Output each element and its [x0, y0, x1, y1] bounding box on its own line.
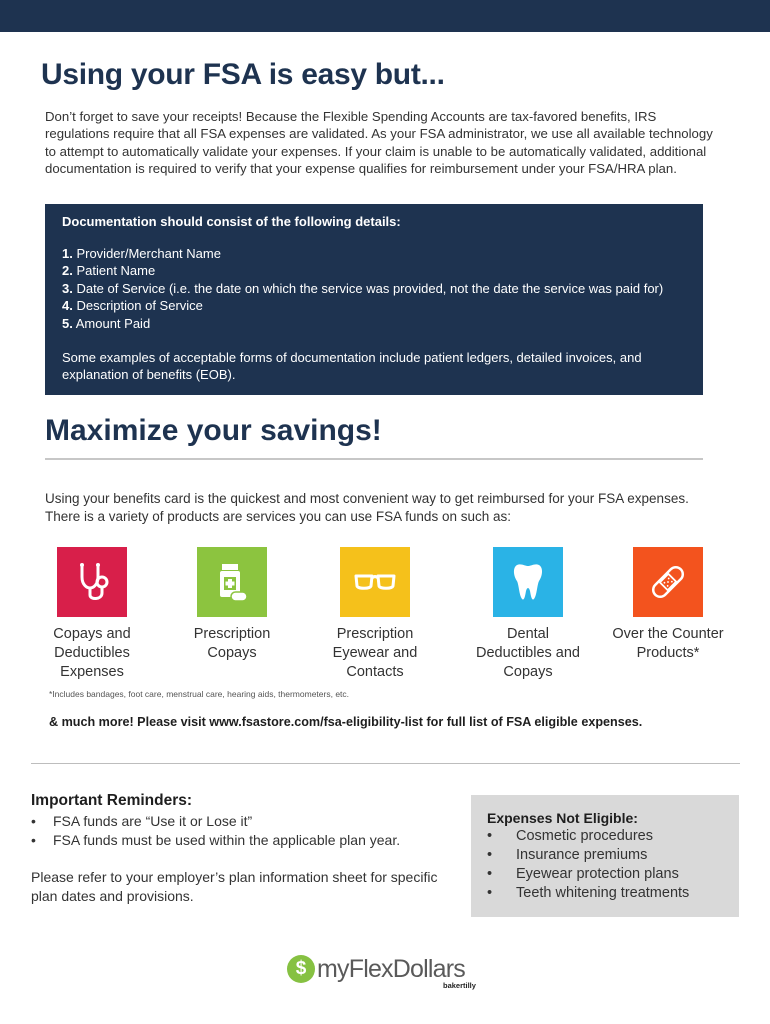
divider [45, 458, 703, 460]
not-eligible-list [487, 827, 723, 903]
list-item [487, 884, 723, 903]
item-text: Date of Service (i.e. the date on which the service was provided, not the date the service was paid for) [72, 280, 664, 296]
list-item [62, 245, 686, 262]
item-number: 1. [62, 246, 73, 261]
item-number: 4. [62, 298, 73, 314]
item-text: Eyewear protection plans [516, 866, 679, 882]
myflexdollars-logo [287, 952, 476, 1000]
savings-paragraph: Using your benefits card is the quickest and most convenient way to get reimbursed for your FSA expenses. There is a variety of products are services you can use FSA funds on such as: [45, 491, 689, 524]
bullet: • [487, 828, 493, 844]
list-item [62, 315, 686, 332]
list-item [487, 865, 723, 884]
intro-paragraph: Don’t forget to save your receipts! Because the Flexible Spending Accounts are tax-favored benefits, IRS regulations require that all FSA expenses are validated. As your FSA administrator, we use all available technology to attempt to automatically validate your expenses. If your claim is unable to be automatically validated, additional documentation is required to verify that your expense qualifies for reimbursement under your FSA/HRA plan. [45, 109, 713, 177]
savings-title: Maximize your savings! [45, 414, 382, 447]
item-number: 5. [62, 315, 73, 331]
dollar-icon: $ [287, 955, 315, 983]
documentation-box [45, 204, 703, 395]
category-otc [608, 547, 728, 663]
item-text: Insurance premiums [516, 847, 648, 863]
category-copays [32, 547, 152, 682]
logo-wordmark: myFlexDollars [317, 955, 465, 983]
list-item [62, 262, 686, 279]
category-dental [468, 547, 588, 682]
item-text: FSA funds are “Use it or Lose it” [53, 813, 253, 829]
category-label: Dental Deductibles and Copays [476, 626, 580, 680]
category-label: Prescription Copays [193, 626, 271, 661]
not-eligible-box [471, 795, 739, 917]
category-label: Copays and Deductibles Expenses [53, 626, 131, 680]
bullet: • [31, 813, 36, 829]
item-text: Teeth whitening treatments [516, 885, 690, 901]
list-item [62, 297, 686, 314]
reminders-list [31, 812, 400, 850]
pill-bottle-icon [197, 547, 267, 617]
category-label: Over the Counter Products* [612, 626, 724, 661]
reminders-title: Important Reminders: [31, 792, 193, 809]
item-text: Cosmetic procedures [516, 828, 653, 844]
item-text: Provider/Merchant Name [72, 246, 221, 261]
list-item [62, 280, 686, 297]
eyeglasses-icon [340, 547, 410, 617]
list-item [31, 812, 400, 831]
item-number: 2. [62, 263, 73, 279]
item-text: FSA funds must be used within the applicable plan year. [53, 832, 401, 848]
list-item [487, 846, 723, 865]
divider [31, 763, 740, 764]
category-label: Prescription Eyewear and Contacts [332, 626, 418, 680]
reminders-note: Please refer to your employer’s plan information sheet for specific plan dates and provisions. [31, 869, 438, 904]
bullet: • [487, 885, 493, 901]
item-text: Description of Service [72, 298, 203, 314]
documentation-list [62, 245, 686, 332]
list-item [31, 831, 400, 850]
products-footnote: *Includes bandages, foot care, menstrual care, hearing aids, thermometers, etc. [49, 689, 350, 699]
bullet: • [31, 832, 36, 848]
top-banner [0, 0, 770, 32]
not-eligible-title: Expenses Not Eligible: [487, 810, 638, 826]
category-eyewear [315, 547, 435, 682]
documentation-title: Documentation should consist of the following details: [62, 214, 401, 229]
bullet: • [487, 866, 493, 882]
item-number: 3. [62, 280, 73, 296]
bandage-icon [633, 547, 703, 617]
logo-subbrand: bakertilly [443, 981, 476, 990]
stethoscope-icon [57, 547, 127, 617]
page-title: Using your FSA is easy but... [41, 58, 445, 91]
list-item [487, 827, 723, 846]
more-info-text: & much more! Please visit www.fsastore.com/fsa-eligibility-list for full list of FSA eligible expenses. [49, 715, 643, 729]
bullet: • [487, 847, 493, 863]
item-text: Amount Paid [72, 315, 151, 331]
item-text: Patient Name [72, 263, 156, 279]
tooth-icon [493, 547, 563, 617]
documentation-footer: Some examples of acceptable forms of documentation include patient ledgers, detailed invoices, and explanation of benefits (EOB). [62, 350, 642, 383]
category-prescription [172, 547, 292, 663]
